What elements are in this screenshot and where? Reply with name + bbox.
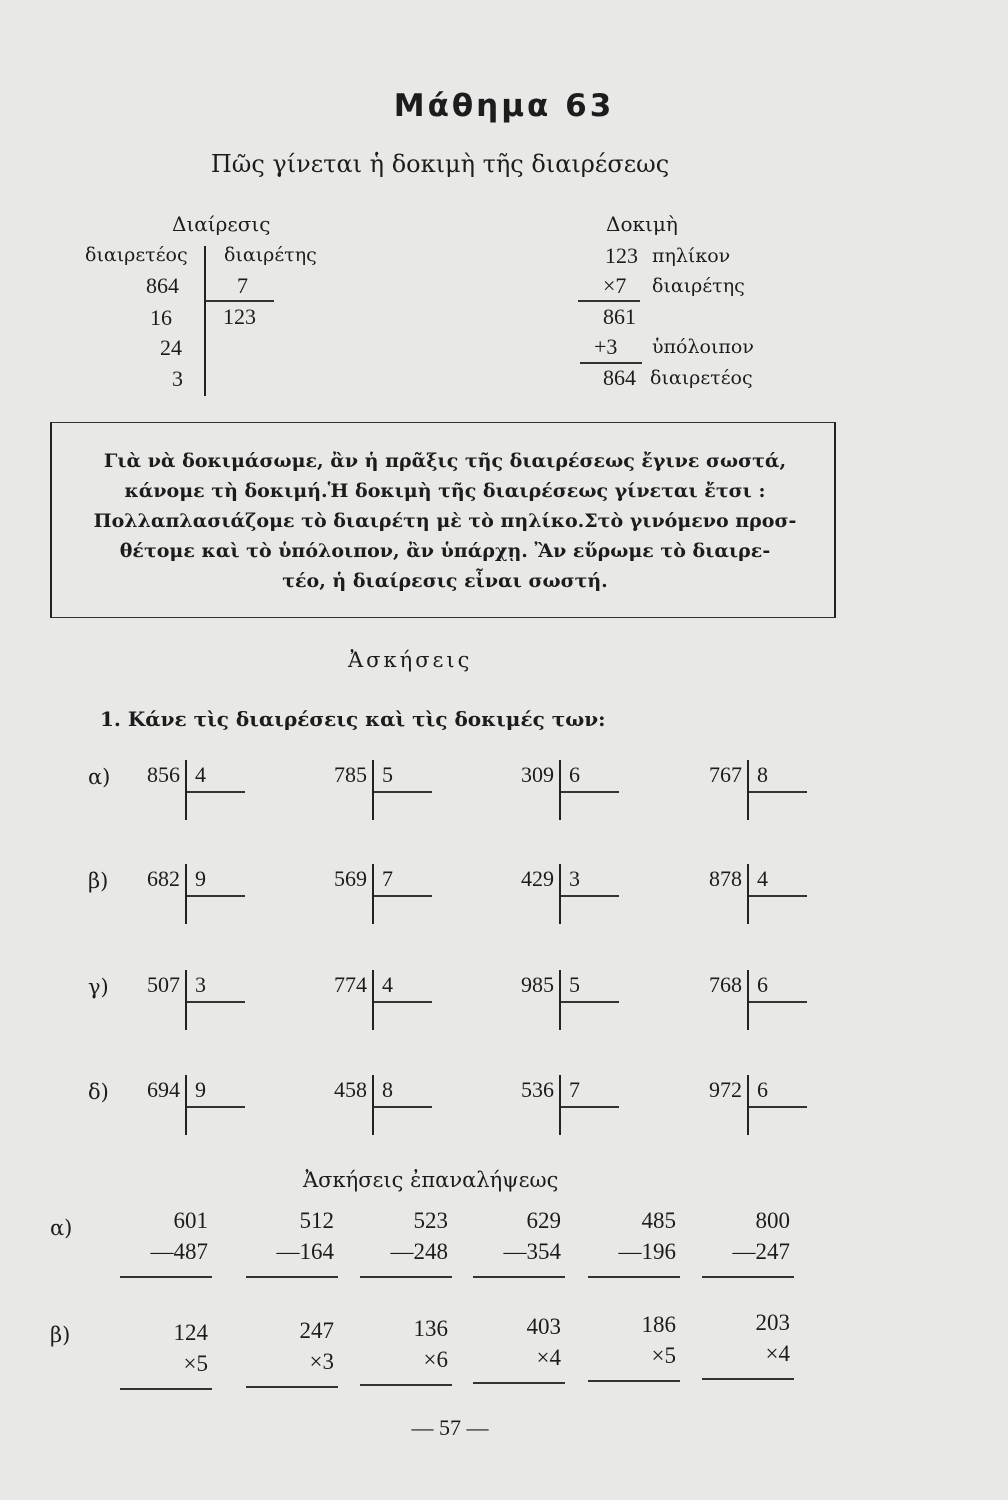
division-vertical-line	[372, 970, 374, 1030]
division-vertical-line	[185, 970, 187, 1030]
check-label: ὑπόλοιπον	[652, 336, 754, 358]
check-header: Δοκιμὴ	[606, 212, 678, 236]
lesson-title: Μάθημα 63	[393, 88, 615, 124]
division-quotient-line	[374, 791, 432, 793]
operand-bottom: —248	[390, 1239, 448, 1264]
rule-line: θέτομε καὶ τὸ ὑπόλοιπον, ἂν ὑπάρχῃ. Ἂν εὕρωμε τὸ διαιρε-	[119, 540, 771, 562]
division-header: Διαίρεσις	[172, 212, 271, 236]
divisor-value: 3	[195, 972, 206, 997]
divisor-value: 7	[382, 866, 393, 891]
division-quotient-line	[187, 791, 245, 793]
dividend-value: 972	[709, 1077, 742, 1102]
operand-top: 800	[755, 1208, 790, 1233]
operand-top: 601	[173, 1208, 208, 1233]
divisor-value: 4	[382, 972, 393, 997]
operand-bottom: —247	[732, 1239, 790, 1264]
division-quotient-line	[561, 895, 619, 897]
operand-bottom: ×5	[651, 1343, 676, 1368]
check-value: 861	[603, 304, 636, 329]
dividend-value: 507	[147, 972, 180, 997]
divisor-value: 4	[195, 762, 206, 787]
page-number: — 57 —	[411, 1415, 489, 1440]
operand-bottom: ×5	[183, 1351, 208, 1376]
operand-bottom: —164	[276, 1239, 334, 1264]
rule-line: Γιὰ νὰ δοκιμάσωμε, ἂν ἡ πρᾶξις τῆς διαιρέσεως ἔγινε σωστά,	[103, 450, 787, 472]
step-value: 24	[160, 335, 182, 360]
division-quotient-line	[561, 1001, 619, 1003]
dividend-value: 429	[521, 866, 554, 891]
divisor-value: 5	[569, 972, 580, 997]
operand-top: 203	[755, 1310, 790, 1335]
divisor-label: διαιρέτης	[224, 244, 317, 266]
divisor-value: 3	[569, 866, 580, 891]
answer-line	[702, 1276, 794, 1278]
exercise-row-label: β)	[88, 869, 109, 893]
division-quotient-line	[374, 895, 432, 897]
operand-top: 403	[526, 1314, 561, 1339]
exercise-row-label: α)	[88, 765, 111, 789]
division-vertical-line	[559, 864, 561, 924]
divisor-value: 6	[757, 1077, 768, 1102]
dividend-value: 785	[334, 762, 367, 787]
answer-line	[120, 1276, 212, 1278]
operand-bottom: ×3	[309, 1349, 334, 1374]
division-vertical-line	[185, 864, 187, 924]
division-quotient-line	[374, 1001, 432, 1003]
exercise-1-instruction: 1. Κάνε τὶς διαιρέσεις καὶ τὶς δοκιμές των:	[100, 707, 606, 731]
exercises-heading: Ἀσκήσεις	[348, 648, 473, 672]
division-vertical-line	[204, 246, 206, 396]
answer-line	[360, 1276, 452, 1278]
answer-line	[120, 1388, 212, 1390]
check-value: 864	[603, 365, 636, 390]
operand-bottom: ×6	[423, 1347, 448, 1372]
answer-line	[246, 1276, 338, 1278]
check-line	[580, 362, 642, 364]
dividend-value: 569	[334, 866, 367, 891]
dividend-label: διαιρετέος	[85, 244, 188, 266]
division-quotient-line	[561, 1106, 619, 1108]
division-vertical-line	[559, 970, 561, 1030]
quotient-value: 123	[223, 304, 256, 329]
division-quotient-line	[749, 1106, 807, 1108]
check-value: 123	[605, 243, 638, 268]
check-value: +3	[594, 334, 618, 359]
division-quotient-line	[187, 895, 245, 897]
check-label: διαιρετέος	[650, 367, 753, 389]
divisor-value: 6	[757, 972, 768, 997]
division-vertical-line	[372, 760, 374, 820]
page-subtitle: Πῶς γίνεται ἡ δοκιμὴ τῆς διαιρέσεως	[210, 150, 670, 178]
check-label: διαιρέτης	[652, 275, 745, 297]
operand-top: 523	[413, 1208, 448, 1233]
divisor-value: 9	[195, 1077, 206, 1102]
dividend-value: 536	[521, 1077, 554, 1102]
rule-text	[60, 446, 830, 596]
divisor-value: 7	[237, 273, 248, 298]
answer-line	[473, 1276, 565, 1278]
answer-line	[246, 1386, 338, 1388]
divisor-value: 9	[195, 866, 206, 891]
operand-top: 485	[641, 1208, 676, 1233]
division-vertical-line	[372, 1075, 374, 1135]
division-quotient-line	[187, 1001, 245, 1003]
division-vertical-line	[747, 1075, 749, 1135]
dividend-value: 856	[147, 762, 180, 787]
operand-bottom: —196	[618, 1239, 676, 1264]
divisor-value: 6	[569, 762, 580, 787]
check-value: ×7	[603, 273, 627, 298]
operand-bottom: ×4	[536, 1345, 561, 1370]
answer-line	[473, 1382, 565, 1384]
divisor-value: 5	[382, 762, 393, 787]
division-vertical-line	[747, 760, 749, 820]
division-vertical-line	[747, 970, 749, 1030]
answer-line	[588, 1276, 680, 1278]
answer-line	[702, 1378, 794, 1380]
operand-bottom: ×4	[765, 1341, 790, 1366]
exercise-row-label: δ)	[88, 1080, 109, 1104]
operand-top: 629	[526, 1208, 561, 1233]
dividend-value: 878	[709, 866, 742, 891]
division-vertical-line	[559, 760, 561, 820]
exercise-row-label: γ)	[88, 975, 109, 999]
division-quotient-line	[374, 1106, 432, 1108]
divisor-value: 4	[757, 866, 768, 891]
dividend-value: 768	[709, 972, 742, 997]
remainder-value: 3	[172, 366, 183, 391]
rule-line: Πολλαπλασιάζομε τὸ διαιρέτη μὲ τὸ πηλίκο.Στὸ γινόμενο προσ-	[93, 510, 797, 532]
dividend-value: 774	[334, 972, 367, 997]
dividend-value: 694	[147, 1077, 180, 1102]
check-line	[578, 300, 640, 302]
operand-top: 186	[641, 1312, 676, 1337]
step-value: 16	[150, 305, 172, 330]
dividend-value: 682	[147, 866, 180, 891]
division-vertical-line	[559, 1075, 561, 1135]
division-quotient-line	[206, 300, 274, 302]
division-vertical-line	[185, 760, 187, 820]
operand-top: 136	[413, 1316, 448, 1341]
review-row-label: α)	[50, 1216, 73, 1240]
division-quotient-line	[749, 791, 807, 793]
divisor-value: 7	[569, 1077, 580, 1102]
division-vertical-line	[372, 864, 374, 924]
operand-top: 124	[173, 1320, 208, 1345]
division-vertical-line	[185, 1075, 187, 1135]
division-quotient-line	[749, 1001, 807, 1003]
answer-line	[360, 1384, 452, 1386]
dividend-value: 767	[709, 762, 742, 787]
division-quotient-line	[749, 895, 807, 897]
dividend-value: 985	[521, 972, 554, 997]
operand-bottom: —354	[503, 1239, 561, 1264]
divisor-value: 8	[757, 762, 768, 787]
dividend-value: 458	[334, 1077, 367, 1102]
dividend-value: 864	[146, 273, 179, 298]
operand-top: 247	[299, 1318, 334, 1343]
review-heading: Ἀσκήσεις ἐπαναλήψεως	[303, 1168, 559, 1192]
divisor-value: 8	[382, 1077, 393, 1102]
rule-line: τέο, ἡ διαίρεσις εἶναι σωστή.	[282, 570, 608, 592]
dividend-value: 309	[521, 762, 554, 787]
answer-line	[588, 1380, 680, 1382]
division-quotient-line	[187, 1106, 245, 1108]
operand-top: 512	[299, 1208, 334, 1233]
review-row-label: β)	[50, 1323, 71, 1347]
division-vertical-line	[747, 864, 749, 924]
rule-line: κάνομε τὴ δοκιμή.Ἡ δοκιμὴ τῆς διαιρέσεως γίνεται ἔτσι :	[124, 480, 766, 502]
operand-bottom: —487	[150, 1239, 208, 1264]
check-label: πηλίκον	[652, 245, 731, 267]
division-quotient-line	[561, 791, 619, 793]
